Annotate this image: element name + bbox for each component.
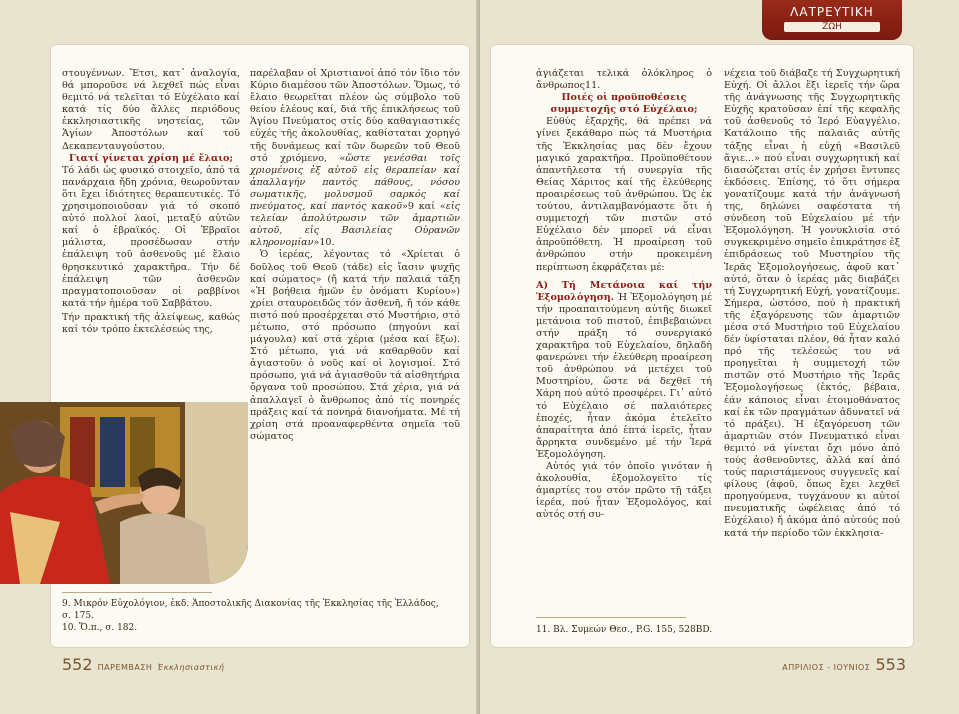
paragraph: στουγέννων. Ἔτσι, κατ᾽ ἀναλογία, θά μποροῦσε νά λεχθεῖ πώς εἶναι θεμιτό νά τελεῖται τό Εὐχέλαιο καί κατά τίς δύο ἄλλες περιόδους ἐκκλησιαστικῆς νηστείας, τῶν Ἁγίων Ἀποστόλων καί τοῦ Δεκαπενταυγούστου. — [62, 68, 240, 152]
text-run: Ἡ Ἐξομολόγηση μέ τήν προαπαιτούμενη αὐτῆς διωκεῖ μετάνοια τοῦ πιστοῦ, ἐπιβεβαιώνει στήν πράξη τό συνεργιακό χαρακτῆρα τοῦ Εὐχελαίου, δηλαδή φανερώνει τήν ἐλεύθερη προαίρεση τοῦ ἀνθρώπου νά μετέχει τοῦ Μυστηρίου, ὥστε νά δεχθεῖ τή Χάρη πού αὐτό προσφέρει. Γι᾽ αὐτό τό Εὐχέλαιο σέ παλαιότερες ἐποχές, ἦταν ἀκόμα ἐτελεῖτο ἀπαραίτητα ἀπό ἑπτά ἱερεῖς, ἦταν ἄρρηκτα συνδεμένο μέ τήν Ἱερά Ἐξομολόγηση. — [536, 291, 712, 460]
text-run: »10. — [313, 237, 335, 249]
footnote-10: 10. Ὅ.π., σ. 182. — [62, 623, 138, 633]
page-number: 552 — [62, 655, 93, 674]
left-column-2 — [250, 68, 460, 443]
running-footer-italic: Ἐκκλησιαστική — [157, 663, 225, 672]
lead-heading: Α) Τή Μετάνοια καί τήν Ἐξομολόγηση. — [536, 279, 712, 303]
anointing-photo-illustration — [0, 402, 248, 584]
text-run: παρέλαβαν οἱ Χριστιανοί ἀπό τόν ἴδιο τόν Κύριο διαμέσου τῶν Ἀποστόλων. Ὅμως, τό ἔλαιο θεωρεῖται πλέον ὡς σύμβολο τοῦ θείου ἐλέους καί, διά τῆς ἐπικλήσεως τοῦ Ἁγίου Πνεύματος στίς δύο καθαγιαστικές εὐχές τῆς ἀκολουθίας, καθίσταται χορηγό τῆς δυνάμεως καί τῶν δωρεῶν τοῦ Θεοῦ στό χριόμενο, « — [250, 68, 461, 164]
paragraph — [536, 280, 712, 461]
quote-run: ὥστε γενέσθαι τοῖς χριομένοις ἐξ αὐτοῦ εἰς θεραπείαν καί ἀπαλλαγήν παντός πάθους, νόσου σωματικῆς, μολυσμοῦ σαρκός καί πνεύματος, καί παντός κακοῦ — [250, 152, 460, 213]
left-page — [0, 0, 479, 714]
running-footer: ΑΠΡΙΛΙΟΣ - ΙΟΥΝΙΟΣ — [782, 663, 871, 672]
footnote-11: 11. Βλ. Συμεών Θεσ., P.G. 155, 528BD. — [536, 625, 713, 635]
footnote-rule — [62, 592, 212, 593]
right-page — [480, 0, 959, 714]
right-folio — [760, 655, 906, 674]
paragraph: Τό λάδι ὡς φυσικό στοιχεῖο, ἀπό τά πανάρχαια ἤδη χρόνια, θεωροῦνταν ὅτι ἔχει ἰδιότητες θεραπευτικές. Τό χρησιμοποιοῦσαν γιά τό σκοπό αὐτό πολλοί λαοί, μεταξύ αὐτῶν καί ὁ ἑβραϊκός. Οἱ Ἑβραῖοι μάλιστα, προσέδωσαν στήν ἐπάλειψη τοῦ ἀσθενοῦς μέ ἔλαιο θρησκευτικό χαρακτῆρα. Τήν δέ ἐπάλειψη τῶν ἀσθενῶν πραγματοποιοῦσαν οἱ ραββίνοι κατά τήν ἡμέρα τοῦ Σαββάτου. — [62, 164, 240, 309]
left-footnotes — [62, 598, 442, 634]
paragraph: ἁγιάζεται τελικά ὁλόκληρος ὁ ἄνθρωπος11. — [536, 68, 712, 92]
page-number: 553 — [875, 655, 906, 674]
paragraph — [250, 68, 460, 249]
section-tab-title: ΛΑΤΡΕΥΤΙΚΗ — [790, 5, 874, 19]
photo-anointing — [0, 402, 248, 584]
paragraph: Ὁ ἱερέας, λέγοντας τό «Χρίεται ὁ δοῦλος τοῦ Θεοῦ (τάδε) εἰς ἴασιν ψυχῆς καί σώματος» (ἤ κατά τήν παλαιά τάξη «Ἡ βοήθεια ἡμῶν ἐν ὀνόματι Κυρίου») χρίει σταυροειδῶς τόν ἀσθενῆ, ἤ τόν κάθε πιστό πού προσέρχεται στό Μυστήριο, στό μέτωπο, στό πρόσωπο (πηγούνι καί μάγουλα) καί στά χέρια (μέσα καί ἔξω). Στό μέτωπο, γιά νά καθαρθοῦν καί ἁγιαστοῦν ὁ νοῦς καί οἱ λογισμοί. Στό πρόσωπο, γιά νά ἁγιασθοῦν τά αἰσθητήρια ὄργανα τοῦ προσώπου. Στά χέρια, γιά νά ἀπαλλαγεῖ ὁ ἄνθρωπος ἀπό τίς πονηρές πράξεις καί τά πονηρά διανοήματα. Μέ τή χρίση στά προαναφερθέντα σημεῖα τοῦ σώματος — [250, 249, 461, 442]
paragraph: Εὐθύς ἐξαρχῆς, θά πρέπει νά γίνει ξεκάθαρο πώς τά Μυστήρια τῆς Ἐκκλησίας μας δέν ἔχουν μαγικό χαρακτῆρα. Προϋποθέτουν ἀπαντῆλεστα τή συνεργία τῆς Θείας Χάριτος καί τῆς ἐλεύθερης προαιρέσεως τοῦ ἀνθρώπου. Ὡς ἐκ τούτου, ἀντιλαμβανόμαστε ὅτι ἡ συμμετοχή τῶν πιστῶν στό Εὐχέλαιο δέν μπορεῖ νά εἶναι ἀπροϋπόθετη. Ἡ προαίρεση τοῦ ἀνθρώπου στήν προκειμένη περίπτωση ἐκφράζεται μέ: — [536, 116, 712, 273]
section-tab — [762, 0, 902, 40]
section-tab-subtitle: ΖΩΗ — [784, 22, 880, 32]
paragraph: νέχεια τοῦ διάβαζε τή Συγχωρητική Εὐχή. Οἱ ἄλλοι ἕξι ἱερεῖς τήν ὥρα τῆς ἀνάγνωσης τῆς Συγχωρητικῆς Εὐχῆς κρατοῦσαν ἐπί τῆς κεφαλῆς τοῦ ἀσθενοῦς τό Ἱερό Εὐαγγέλιο. Κατάλοιπο τῆς παλαιᾶς αὐτῆς τάξης εἶναι ἡ εὐχή «Βασιλεῦ ἅγιε...» πού εἶναι συγχωρητική καί διασώζεται στίς ἐν χρήσει ἔντυπες ἐκδόσεις. Ἐπίσης, τό ὅτι σήμερα γονατίζουμε κατά τήν ἀνάγνωσή της, δηλώνει σαφέστατα τή σύνδεση τοῦ Εὐχελαίου μέ τήν Ἐξομολόγηση. Ἡ γονυκλισία στό συγκεκριμένο σημεῖο ἐπικράτησε ἐξ ἐπιδράσεως τοῦ Μυστηρίου τῆς Ἱερᾶς Ἐξομολογήσεως, ἀφοῦ κατ᾽ αὐτό, ὅταν ὁ ἱερέας μᾶς διαβάζει τή Συγχωρητική Εὐχή, γονατίζουμε. Σήμερα, ὡστόσο, πού ἡ πρακτική τῆς ἐξαγόρευσης τῶν ἁμαρτιῶν μέσα στό Μυστήριο τοῦ Εὐχελαίου δέν ὑφίσταται πλέον, θά ἦταν καλό πρό τῆς τελέσεώς του νά προηγεῖται ἡ συμμετοχή τῶν πιστῶν στό Μυστήριο τῆς Ἱερᾶς Ἐξομολογήσεως (ἐκτός, βέβαια, ἐάν κάποιος εἶναι ἑτοιμοθάνατος καί ἐκ τῶν πραγμάτων ἀδυνατεῖ νά τό πράξει). Ἡ ἐξαγόρευση τῶν ἁμαρτιῶν στόν Πνευματικό εἶναι θεμιτό νά γίνεται ὄχι μόνο ἀπό τούς ἀσθενοῦντες, ἀλλά καί ἀπό τούς παριστάμενους συγγενεῖς καί φίλους (ἀφοῦ, ὅπως ἔχει λεχθεῖ προηγούμενα, τυγχάνουν κι αὐτοί πνευματικῆς ὠφέλειας ἀπό τό Εὐχέλαιο) ἤ ἀκόμα ἀπό αὐτούς πού κατά τήν περίοδο τῶν ἐκκλησια- — [724, 68, 900, 539]
right-footnotes — [536, 624, 896, 636]
text-run: »9 καί « — [402, 201, 446, 213]
paragraph: Τήν πρακτική τῆς ἀλείψεως, καθώς καί τόν τρόπο ἐκτελέσεώς της, — [62, 311, 240, 335]
running-footer: ΠΑΡΕΜΒΑΣΗ — [97, 663, 153, 672]
quote-run: εἰς τελείαν ἀπολύτρωσιν τῶν ἁμαρτιῶν αὐτοῦ, εἰς Βασιλείας Οὐρανῶν κληρονομίαν — [250, 201, 460, 249]
right-column-2 — [724, 68, 900, 540]
left-column-1 — [62, 68, 240, 336]
section-heading: Ποιές οἱ προϋποθέσεις συμμετοχῆς στό Εὐχέλαιο; — [550, 92, 698, 116]
left-folio — [62, 655, 224, 674]
section-heading: Γιατί γίνεται χρίση μέ ἔλαιο; — [69, 152, 233, 164]
footnote-rule — [536, 617, 686, 618]
footnote-9: 9. Μικρόν Εὐχολόγιον, ἐκδ. Ἀποστολικῆς Διακονίας τῆς Ἐκκλησίας τῆς Ἑλλάδος, σ. 175. — [62, 599, 439, 621]
right-column-1 — [536, 68, 712, 521]
paragraph: Αὐτός γιά τόν ὁποῖο γινόταν ἡ ἀκολουθία, ἐξομολογεῖτο τίς ἁμαρτίες του στόν πρῶτο τῇ τάξει ἱερέα, πού ἦταν Ἐξομολόγος, καί αὐτός στή συ- — [536, 461, 712, 521]
